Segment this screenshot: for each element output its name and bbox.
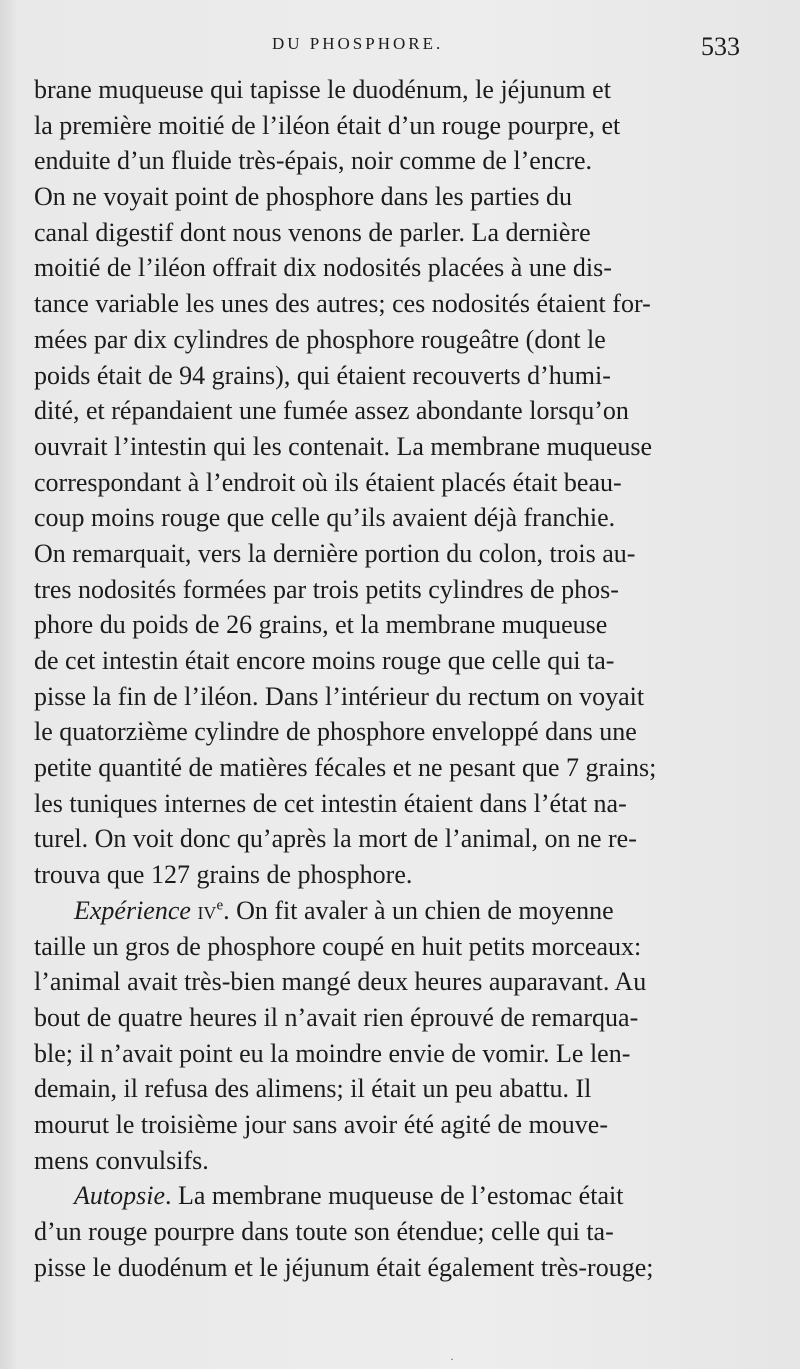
text-line: pisse la fin de l’iléon. Dans l’intérieur du rectum on voyait	[34, 681, 645, 711]
experience-numeral: iv	[197, 895, 217, 925]
text-line: coup moins rouge que celle qu’ils avaient déjà franchie.	[34, 503, 616, 533]
text-line: dité, et répandaient une fumée assez abondante lorsqu’on	[34, 396, 629, 426]
text-line: mées par dix cylindres de phosphore rougeâtre (dont le	[34, 324, 606, 354]
autopsie-label: Autopsie	[74, 1181, 165, 1211]
text-line: pisse le duodénum et le jéjunum était également très-rouge;	[34, 1252, 654, 1282]
text-line: bout de quatre heures il n’avait rien éprouvé de remarqua-	[34, 1002, 639, 1032]
text-line: de cet intestin était encore moins rouge que celle qui ta-	[34, 646, 615, 675]
text-line: tance variable les unes des autres; ces nodosités étaient for-	[34, 289, 651, 319]
experience-first-line: . On fit avaler à un chien de moyenne	[223, 895, 614, 925]
text-line: brane muqueuse qui tapisse le duodénum, le jéjunum et	[34, 75, 611, 104]
text-line: mens convulsifs.	[34, 1145, 209, 1175]
autopsie-first-line: . La membrane muqueuse de l’estomac était	[165, 1181, 624, 1211]
text-line: moitié de l’iléon offrait dix nodosités placées à une dis-	[34, 253, 612, 283]
text-line: le quatorzième cylindre de phosphore enveloppé dans une	[34, 717, 637, 747]
text-line: ouvrait l’intestin qui les contenait. La membrane muqueuse	[34, 431, 653, 461]
text-line: mourut le troisième jour sans avoir été agité de mouve-	[34, 1109, 608, 1139]
text-line: On ne voyait point de phosphore dans les parties du	[34, 182, 572, 212]
text-line: les tuniques internes de cet intestin étaient dans l’état na-	[34, 788, 627, 818]
text-line: correspondant à l’endroit où ils étaient placés était beau-	[34, 467, 622, 497]
text-line: tres nodosités formées par trois petits cylindres de phos-	[34, 574, 619, 604]
running-head: DU PHOSPHORE.	[272, 34, 444, 53]
text-line: taille un gros de phosphore coupé en huit petits morceaux:	[34, 931, 642, 961]
body-text	[34, 72, 764, 1285]
text-line: enduite d’un fluide très-épais, noir comme de l’encre.	[34, 146, 593, 176]
text-line: demain, il refusa des alimens; il était un peu abattu. Il	[34, 1074, 592, 1104]
text-line: petite quantité de matières fécales et ne pesant que 7 grains;	[34, 753, 657, 783]
text-line: l’animal avait très-bien mangé deux heures auparavant. Au	[34, 967, 647, 997]
text-line: phore du poids de 26 grains, et la membrane muqueuse	[34, 610, 608, 640]
experience-heading-line	[34, 893, 764, 929]
experience-superscript: e	[216, 897, 224, 914]
page-number: 533	[701, 32, 740, 61]
text-line: poids était de 94 grains), qui étaient recouverts d’humi-	[34, 360, 611, 390]
text-line: trouva que 127 grains de phosphore.	[34, 860, 413, 890]
bottom-mark: ·	[450, 1352, 454, 1366]
text-line: On remarquait, vers la dernière portion du colon, trois au-	[34, 538, 636, 568]
page-header	[0, 34, 800, 74]
text-line: canal digestif dont nous venons de parler. La dernière	[34, 217, 591, 247]
autopsie-heading-line	[34, 1178, 764, 1214]
text-line: ble; il n’avait point eu la moindre envie de vomir. Le len-	[34, 1038, 631, 1068]
text-line: turel. On voit donc qu’après la mort de l’animal, on ne re-	[34, 824, 637, 854]
text-line: la première moitié de l’iléon était d’un rouge pourpre, et	[34, 110, 621, 140]
text-line: d’un rouge pourpre dans toute son étendue; celle qui ta-	[34, 1217, 614, 1246]
experience-label: Expérience	[74, 895, 191, 925]
